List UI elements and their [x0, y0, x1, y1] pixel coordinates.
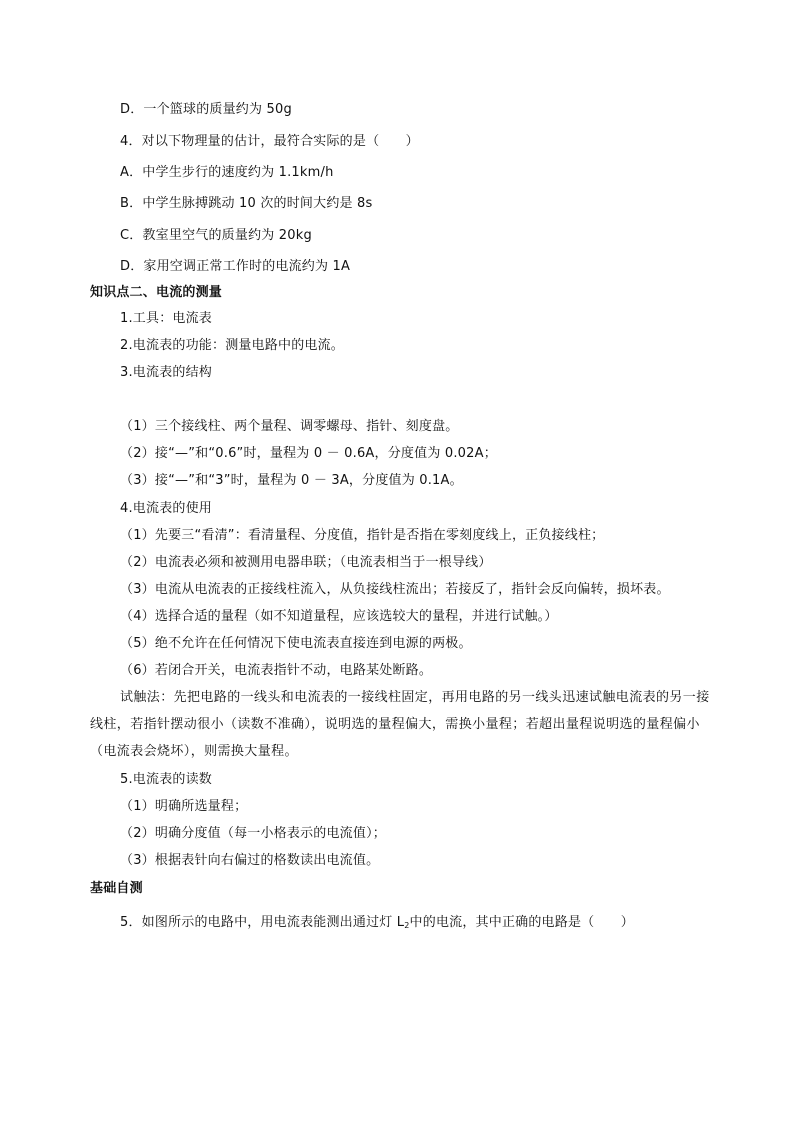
- usage-line: （6）若闭合开关，电流表指针不动，电路某处断路。: [120, 663, 433, 678]
- structure-line: （1）三个接线柱、两个量程、调零螺母、指针、刻度盘。: [120, 419, 459, 434]
- item-function: 2.电流表的功能：测量电路中的电流。: [120, 338, 345, 353]
- structure-line: （2）接“—”和“0.6”时，量程为 0 － 0.6A，分度值为 0.02A；: [120, 446, 497, 461]
- reading-line: （2）明确分度值（每一小格表示的电流值）；: [120, 826, 386, 841]
- reading-line: （1）明确所选量程；: [120, 799, 248, 814]
- self-test-heading: 基础自测: [90, 881, 143, 896]
- structure-line: （3）接“—”和“3”时，量程为 0 － 3A，分度值为 0.1A。: [120, 473, 463, 488]
- q4-option-a: A．中学生步行的速度约为 1.1km/h: [120, 165, 334, 180]
- reading-line: （3）根据表针向右偏过的格数读出电流值。: [120, 853, 380, 868]
- section-heading: 知识点二、电流的测量: [90, 285, 223, 300]
- usage-line: （3）电流从电流表的正接线柱流入，从负接线柱流出；若接反了，指针会反向偏转，损坏表。: [120, 582, 670, 597]
- q4-stem: 4．对以下物理量的估计，最符合实际的是（ ）: [120, 134, 419, 149]
- item-usage: 4.电流表的使用: [120, 501, 213, 516]
- item-tool: 1.工具：电流表: [120, 311, 213, 326]
- q4-option-c: C．教室里空气的质量约为 20kg: [120, 228, 312, 243]
- trial-method-paragraph: 试触法：先把电路的一线头和电流表的一接线柱固定，再用电路的另一线头迅速试触电流表的另一接线柱，若指针摆动很小（读数不准确），说明选的量程偏大，需换小量程；若超出量程说明选的量程偏小（电流表会烧坏），则需换大量程。: [90, 690, 710, 759]
- q5-stem: [120, 914, 634, 932]
- item-reading: 5.电流表的读数: [120, 772, 213, 787]
- usage-line: （4）选择合适的量程（如不知道量程，应该选较大的量程，并进行试触。）: [120, 609, 558, 624]
- q4-option-b: B．中学生脉搏跳动 10 次的时间大约是 8s: [120, 196, 373, 211]
- q4-option-d: D．家用空调正常工作时的电流约为 1A: [120, 259, 351, 274]
- q5-subscript: 2: [404, 921, 410, 930]
- q5-stem-text: 5．如图所示的电路中，用电流表能测出通过灯 L: [120, 915, 405, 930]
- usage-line: （1）先要三“看清”：看清量程、分度值，指针是否指在零刻度线上，正负接线柱；: [120, 528, 605, 543]
- q3-option-d: D．一个篮球的质量约为 50g: [120, 102, 292, 117]
- usage-line: （5）绝不允许在任何情况下使电流表直接连到电源的两极。: [120, 636, 472, 651]
- item-structure: 3.电流表的结构: [120, 365, 213, 380]
- q5-stem-text-end: 中的电流，其中正确的电路是（ ）: [409, 915, 634, 930]
- usage-line: （2）电流表必须和被测用电器串联；（电流表相当于一根导线）: [120, 555, 492, 570]
